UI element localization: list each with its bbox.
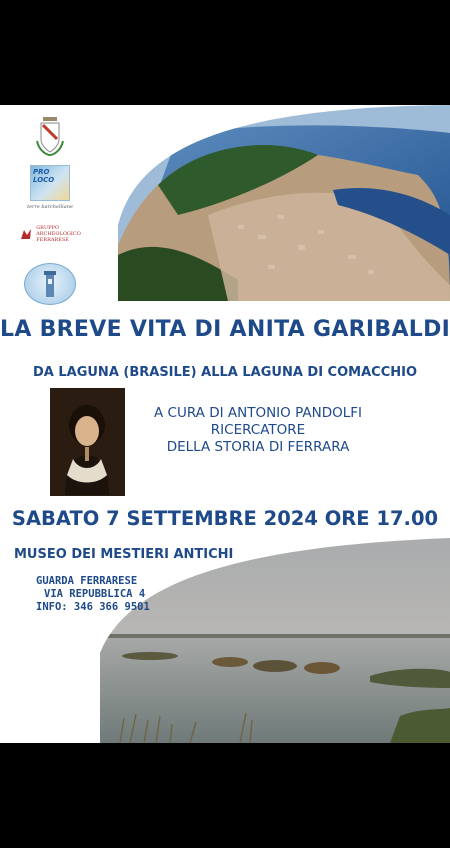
gruppo-line-3: FERRARESE [36,237,69,243]
address-line-2: VIA REPUBBLICA 4 [44,588,146,600]
info-phone: INFO: 346 366 9501 [36,601,150,613]
address-block [36,575,150,614]
curator-block [133,405,383,456]
museum-name: MUSEO DEI MESTIERI ANTICHI [14,547,234,562]
event-title: LA BREVE VITA DI ANITA GARIBALDI [0,317,450,342]
event-subtitle: DA LAGUNA (BRASILE) ALLA LAGUNA DI COMACCHIO [32,365,417,380]
proloco-subtitle: terre barchelliane [27,204,73,210]
archeology-figure-icon [19,227,33,241]
event-date: SABATO 7 SETTEMBRE 2024 ORE 17.00 [11,507,439,530]
curator-line-3: DELLA STORIA DI FERRARA [166,439,350,455]
proloco-label: PRO LOCO [33,168,55,184]
gruppo-line-1: GRUPPO [36,225,59,231]
proloco-logo [22,165,78,217]
anita-garibaldi-portrait [50,388,125,496]
address-line-1: GUARDA FERRARESE [36,575,138,587]
tower-association-logo [22,263,78,307]
tower-icon [38,269,62,299]
curator-line-2: RICERCATORE [210,422,306,438]
lagoon-photo [100,538,450,743]
comune-crest-logo [22,115,78,159]
gruppo-line-2: ARCHEOLOGICO [36,231,81,237]
curator-line-1: A CURA DI ANTONIO PANDOLFI [154,405,362,421]
poster [0,105,450,743]
gruppo-archeologico-logo [22,225,81,249]
aerial-town-photo [118,105,450,301]
